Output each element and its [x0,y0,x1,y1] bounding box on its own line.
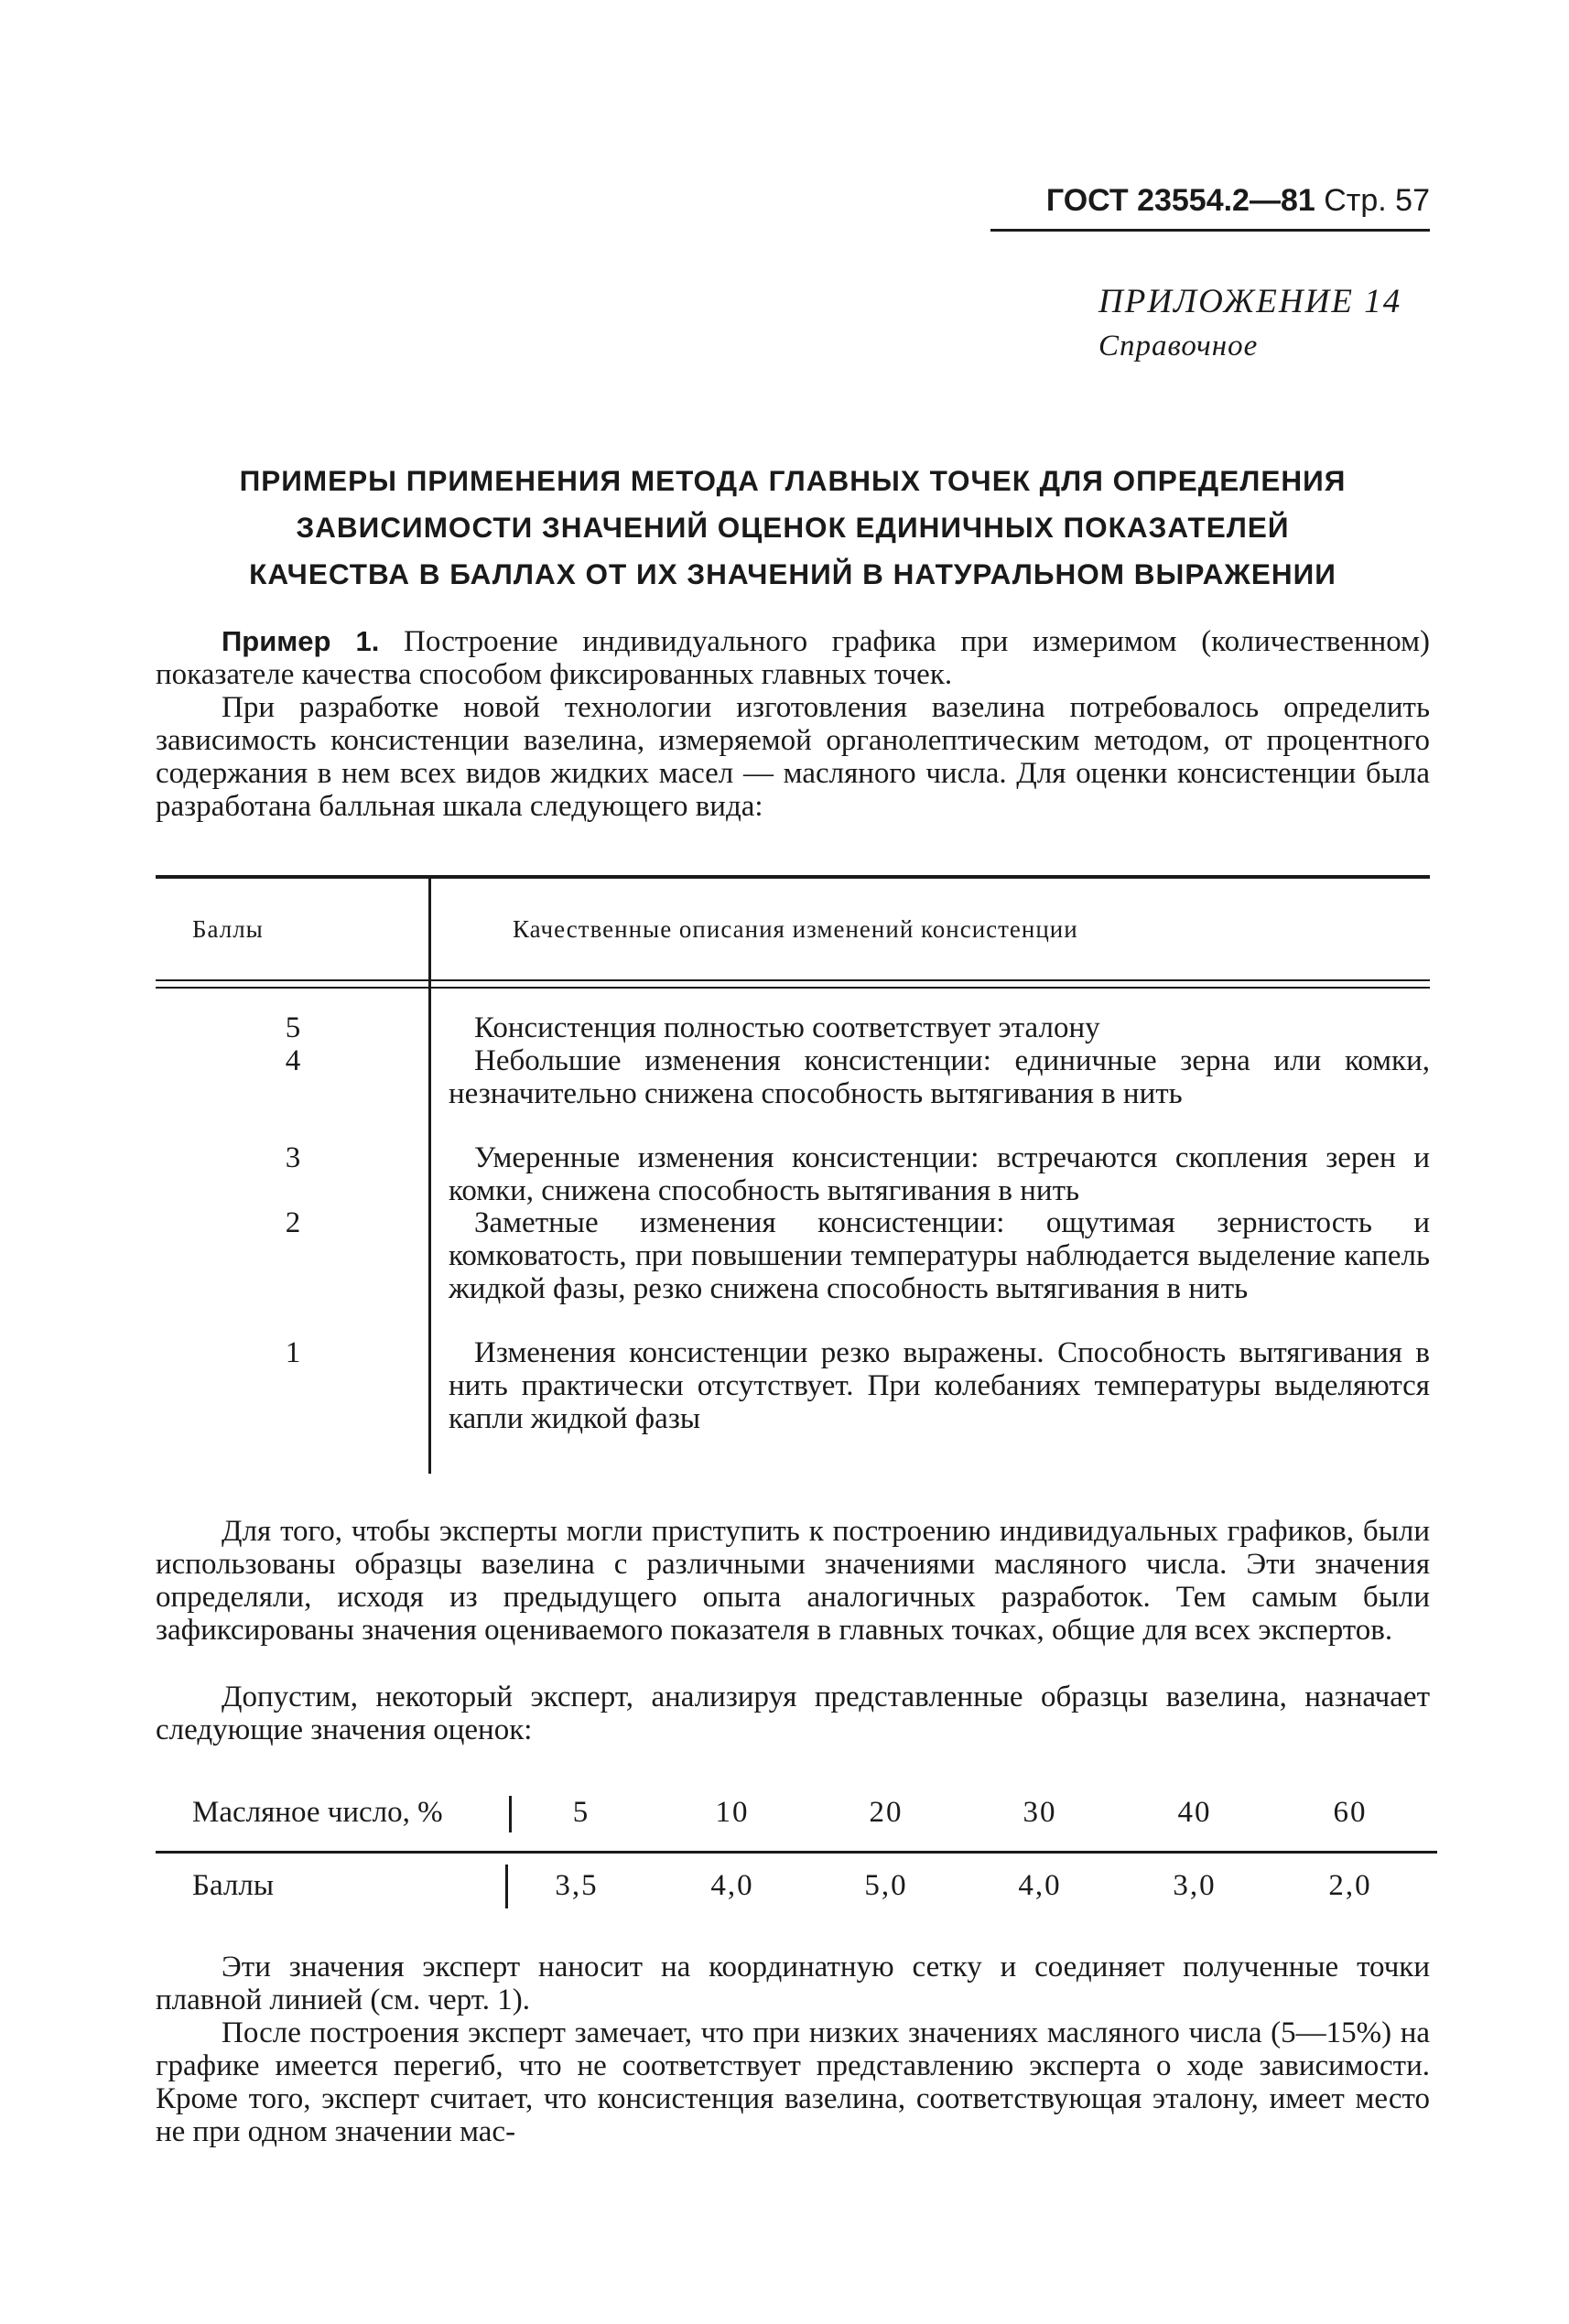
section-title [156,458,1430,598]
table-row-description: Небольшие изменения консистенции: единичные зерна или комки, незначительно снижена способность вытягивания в нить [449,1044,1430,1110]
values-table-rule [156,1851,1437,1854]
title-line: КАЧЕСТВА В БАЛЛАХ ОТ ИХ ЗНАЧЕНИЙ В НАТУРАЛЬНОМ ВЫРАЖЕНИИ [249,557,1336,590]
score-value: 3,5 [555,1869,599,1902]
appendix-label [1098,280,1430,368]
title-line: ЗАВИСИМОСТИ ЗНАЧЕНИЙ ОЦЕНОК ЕДИНИЧНЫХ ПОКАЗАТЕЛЕЙ [296,511,1290,544]
page-number: Стр. 57 [1324,183,1430,218]
assume-paragraph: Допустим, некоторый эксперт, анализируя представленные образцы вазелина, назначает следующие значения оценок: [156,1681,1430,1746]
oil-number-value: 10 [715,1796,750,1829]
values-table-divider [505,1865,508,1908]
example-1-paragraph [156,625,1430,691]
oil-number-value: 40 [1177,1796,1212,1829]
page-header [990,183,1430,219]
oil-number-value: 60 [1333,1796,1368,1829]
experts-paragraph: Для того, чтобы эксперты могли приступить к построению индивидуальных графиков, были использованы образцы вазелина с различными значениями масляного числа. Эти значения определяли, исходя из предыдущего опыта аналогичных разработок. Тем самым были зафиксированы значения оцениваемого показателя в главных точках, общие для всех экспертов. [156,1515,1430,1647]
table-header-description: Качественные описания изменений консистенции [513,915,1078,943]
table-row-score: 4 [285,1044,301,1077]
plot-paragraph: Эти значения эксперт наносит на координатную сетку и соединяет полученные точки плавной линией (см. черт. 1). [156,1951,1430,2016]
table-row-score: 3 [285,1141,301,1174]
score-value: 2,0 [1328,1869,1372,1902]
oil-number-value: 20 [869,1796,904,1829]
example-1-lead: Пример 1. [222,625,380,657]
appendix-subtitle: Справочное [1098,330,1259,362]
score-value: 4,0 [710,1869,754,1902]
table-column-divider [428,879,431,1474]
example-1-text: Построение индивидуального графика при измеримом (количественном) показателе качества способом фиксированных главных точек. [156,625,1431,691]
table-row-description: Консистенция полностью соответствует эталону [474,1011,1100,1044]
oil-number-value: 30 [1023,1796,1057,1829]
table-row-description: Заметные изменения консистенции: ощутимая зернистость и комковатость, при повышении температуры наблюдается выделение капель жидкой фазы, резко снижена способность вытягивания в нить [449,1206,1430,1305]
table-header-rule [156,979,1430,981]
score-value: 4,0 [1018,1869,1062,1902]
title-line: ПРИМЕРЫ ПРИМЕНЕНИЯ МЕТОДА ГЛАВНЫХ ТОЧЕК ДЛЯ ОПРЕДЕЛЕНИЯ [239,464,1347,497]
table-row-description: Изменения консистенции резко выражены. Способность вытягивания в нить практически отсутствует. При колебаниях температуры выделяются капли жидкой фазы [449,1336,1430,1435]
table-header-rule [156,987,1430,989]
table-row-score: 5 [285,1011,301,1044]
oil-number-label: Масляное число, % [192,1796,443,1829]
appendix-title: ПРИЛОЖЕНИЕ 14 [1098,283,1402,320]
score-value: 3,0 [1173,1869,1217,1902]
scores-label: Баллы [192,1869,274,1902]
oil-number-value: 5 [572,1796,590,1829]
after-paragraph: После построения эксперт замечает, что при низких значениях масляного числа (5—15%) на графике имеется перегиб, что не соответствует представлению эксперта о ходе зависимости. Кроме того, эксперт считает, что консистенция вазелина, соответствующая эталону, имеет место не при одном значении мас- [156,2016,1430,2148]
intro-paragraph: При разработке новой технологии изготовления вазелина потребовалось определить зависимость консистенции вазелина, измеряемой органолептическим методом, от процентного содержания в нем всех видов жидких масел — масляного числа. Для оценки консистенции была разработана балльная шкала следующего вида: [156,691,1430,823]
header-rule [990,229,1430,232]
table-top-rule [156,875,1430,879]
table-row-score: 2 [285,1206,301,1239]
table-row-description: Умеренные изменения консистенции: встречаются скопления зерен и комки, снижена способность вытягивания в нить [449,1141,1430,1207]
table-header-score: Баллы [192,915,264,943]
standard-code: ГОСТ 23554.2—81 [1045,183,1315,218]
score-value: 5,0 [864,1869,908,1902]
values-table-divider [509,1796,512,1832]
table-row-score: 1 [285,1336,301,1369]
